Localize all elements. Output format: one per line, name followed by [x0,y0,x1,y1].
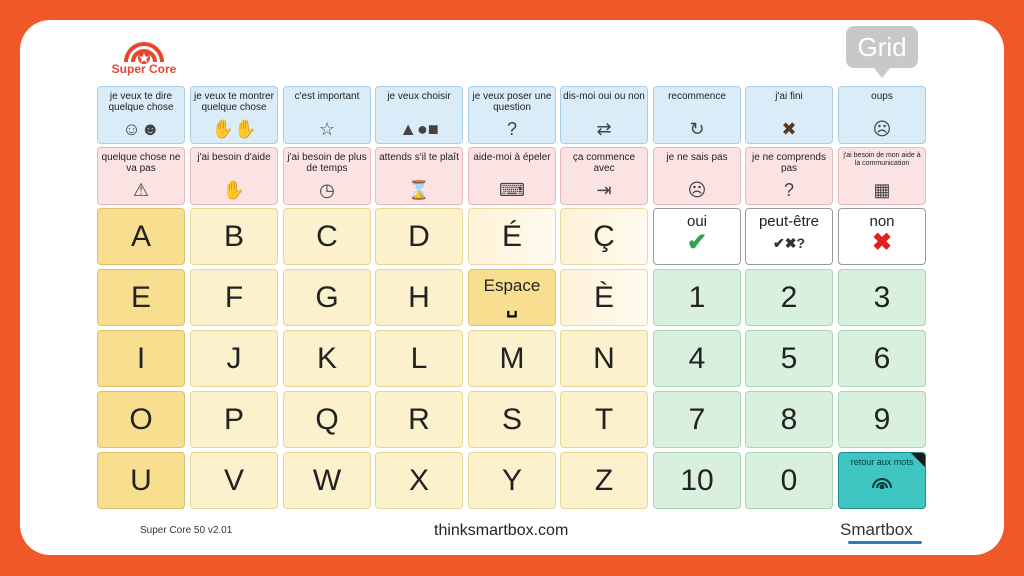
cell-label: je veux poser une question [472,91,552,113]
wait-person-icon: ⌛ [407,180,431,200]
cell-label: aide-moi à épeler [473,152,551,163]
phrase-something-wrong[interactable] [97,147,185,205]
cell-label: c'est important [294,91,360,102]
company-name: Smartbox [840,520,913,539]
key-1[interactable] [653,269,741,326]
grid-badge [846,26,918,78]
key-z[interactable] [560,452,648,509]
hands-showing-icon: ✋✋ [211,119,257,139]
key-5[interactable] [745,330,833,387]
key-k[interactable] [283,330,371,387]
key-p[interactable] [190,391,278,448]
key-4[interactable] [653,330,741,387]
app-name: Super Core [111,62,177,76]
key-t[interactable] [560,391,648,448]
back-to-words-button[interactable] [838,452,926,509]
key-char: É [501,220,522,253]
key-n[interactable] [560,330,648,387]
board [20,20,1004,555]
cell-label: ça commence avec [572,152,636,174]
dont-know-icon: ☹ [687,180,707,200]
key-b[interactable] [190,208,278,265]
key-char: Z [594,464,614,497]
key-char: 3 [873,281,891,314]
key-m[interactable] [468,330,556,387]
key-char: I [136,342,146,375]
question-mark-icon: ? [506,119,517,139]
key-char: G [315,281,339,314]
key-char: K [316,342,337,375]
key-char: O [129,403,153,436]
key-r[interactable] [375,391,463,448]
key-char: N [593,342,615,375]
phrase-wait-please[interactable] [375,147,463,205]
key-l[interactable] [375,330,463,387]
key-char: P [223,403,244,436]
logo-swoosh [848,541,922,544]
cell-label: je veux te montrer quelque chose [193,91,275,113]
cell-label: je veux choisir [387,91,451,102]
starts-with-icon: ⇥ [596,180,612,200]
key-s[interactable] [468,391,556,448]
cell-label: recommence [668,91,726,102]
confused-icon: ? [783,180,794,200]
cell-label: j'ai besoin de mon aide à la communication [843,152,921,167]
spell-board-icon: ⌨ [499,180,525,200]
key-char: 4 [688,342,706,375]
key-c-cedilla[interactable] [560,208,648,265]
key-char: M [499,342,525,375]
cell-label: oups [871,91,893,102]
key-v[interactable] [190,452,278,509]
key-10[interactable] [653,452,741,509]
key-f[interactable] [190,269,278,326]
key-y[interactable] [468,452,556,509]
person-star-icon: ☆ [318,119,336,139]
key-char: R [408,403,430,436]
smartbox-logo [840,520,922,544]
grid-badge-label: Grid [846,26,918,68]
phrase-need-help[interactable] [190,147,278,205]
super-core-logo-icon [120,28,168,64]
key-char: T [594,403,614,436]
phrase-finished[interactable] [745,86,833,144]
check-icon: ✔ [686,229,708,256]
phrase-oops[interactable] [838,86,926,144]
cross-icon: ✖ [871,229,893,256]
restart-page-icon: ↻ [689,119,705,139]
cell-label: non [869,213,895,230]
clock-icon: ◷ [319,180,335,200]
key-3[interactable] [838,269,926,326]
help-hand-icon: ✋ [222,180,246,200]
cell-label: dis-moi oui ou non [563,91,645,102]
key-char: E [130,281,151,314]
finished-icon: ✖ [781,119,797,139]
key-char: 9 [873,403,891,436]
cell-label: attends s'il te plaît [379,152,459,163]
key-i[interactable] [97,330,185,387]
two-people-talking-icon: ☺☻ [122,119,160,139]
super-core-logo-icon [839,475,925,494]
key-char: Y [501,464,522,497]
key-j[interactable] [190,330,278,387]
person-problem-icon: ⚠ [132,180,150,200]
key-w[interactable] [283,452,371,509]
key-char: B [223,220,244,253]
key-char: D [408,220,430,253]
key-h[interactable] [375,269,463,326]
key-char: 1 [688,281,706,314]
cell-label: peut-être [758,213,820,230]
key-char: 2 [780,281,798,314]
cell-label: oui [686,213,708,230]
oops-face-icon: ☹ [872,119,892,139]
phrase-help-spell[interactable] [468,147,556,205]
key-g[interactable] [283,269,371,326]
key-char: H [408,281,430,314]
key-char: 0 [780,464,798,497]
key-char: Q [315,403,339,436]
cell-label: Espace [483,276,541,295]
cell-label: retour aux mots [850,457,914,467]
phrase-restart[interactable] [653,86,741,144]
cell-label: j'ai besoin d'aide [197,152,271,163]
cell-label: j'ai besoin de plus de temps [287,152,367,174]
cell-label: je ne sais pas [666,152,728,163]
key-char: S [501,403,522,436]
key-6[interactable] [838,330,926,387]
grid-badge-tail [874,68,890,78]
corner-marker [911,453,925,467]
phrase-important[interactable] [283,86,371,144]
phrase-need-communication-aid[interactable] [838,147,926,205]
key-d[interactable] [375,208,463,265]
key-e[interactable] [97,269,185,326]
key-c[interactable] [283,208,371,265]
key-u[interactable] [97,452,185,509]
cell-label: quelque chose ne va pas [101,152,181,174]
key-x[interactable] [375,452,463,509]
key-char: A [130,220,151,253]
key-char: 10 [680,464,714,497]
key-a[interactable] [97,208,185,265]
key-q[interactable] [283,391,371,448]
key-char: Ç [593,220,615,253]
phrase-starts-with[interactable] [560,147,648,205]
key-space[interactable] [468,269,556,326]
key-char: F [224,281,244,314]
key-char: X [408,464,429,497]
phrase-dont-know[interactable] [653,147,741,205]
key-9[interactable] [838,391,926,448]
super-core-logo [104,28,184,88]
phrase-ask-question[interactable] [468,86,556,144]
key-char: W [312,464,342,497]
key-char: 8 [780,403,798,436]
key-char: L [410,342,428,375]
key-char: J [226,342,242,375]
key-char: U [130,464,152,497]
key-o[interactable] [97,391,185,448]
yes-no-icon: ⇄ [596,119,612,139]
key-0[interactable] [745,452,833,509]
key-char: 6 [873,342,891,375]
phrase-yes-or-no[interactable] [560,86,648,144]
key-8[interactable] [745,391,833,448]
key-char: C [316,220,338,253]
phrase-show-something[interactable] [190,86,278,144]
communication-device-icon: ▦ [873,180,891,200]
cell-label: je veux te dire quelque chose [108,91,174,113]
maybe-icon: ✔✖? [772,235,805,251]
phrase-dont-understand[interactable] [745,147,833,205]
phrase-choose[interactable] [375,86,463,144]
cell-label: je ne comprends pas [752,152,826,174]
version-label: Super Core 50 v2.01 [140,525,233,536]
website-label: thinksmartbox.com [434,522,569,539]
key-e-acute[interactable] [468,208,556,265]
key-char: V [223,464,244,497]
choose-shapes-icon: ▲●■ [399,119,439,139]
key-char: È [593,281,614,314]
key-char: 5 [780,342,798,375]
key-e-grave[interactable] [560,269,648,326]
phrase-tell-something[interactable] [97,86,185,144]
key-7[interactable] [653,391,741,448]
answer-maybe[interactable] [745,208,833,265]
cell-label: j'ai fini [775,91,803,102]
answer-yes[interactable] [653,208,741,265]
answer-no[interactable] [838,208,926,265]
key-2[interactable] [745,269,833,326]
space-icon: ␣ [506,297,518,317]
phrase-more-time[interactable] [283,147,371,205]
key-char: 7 [688,403,706,436]
